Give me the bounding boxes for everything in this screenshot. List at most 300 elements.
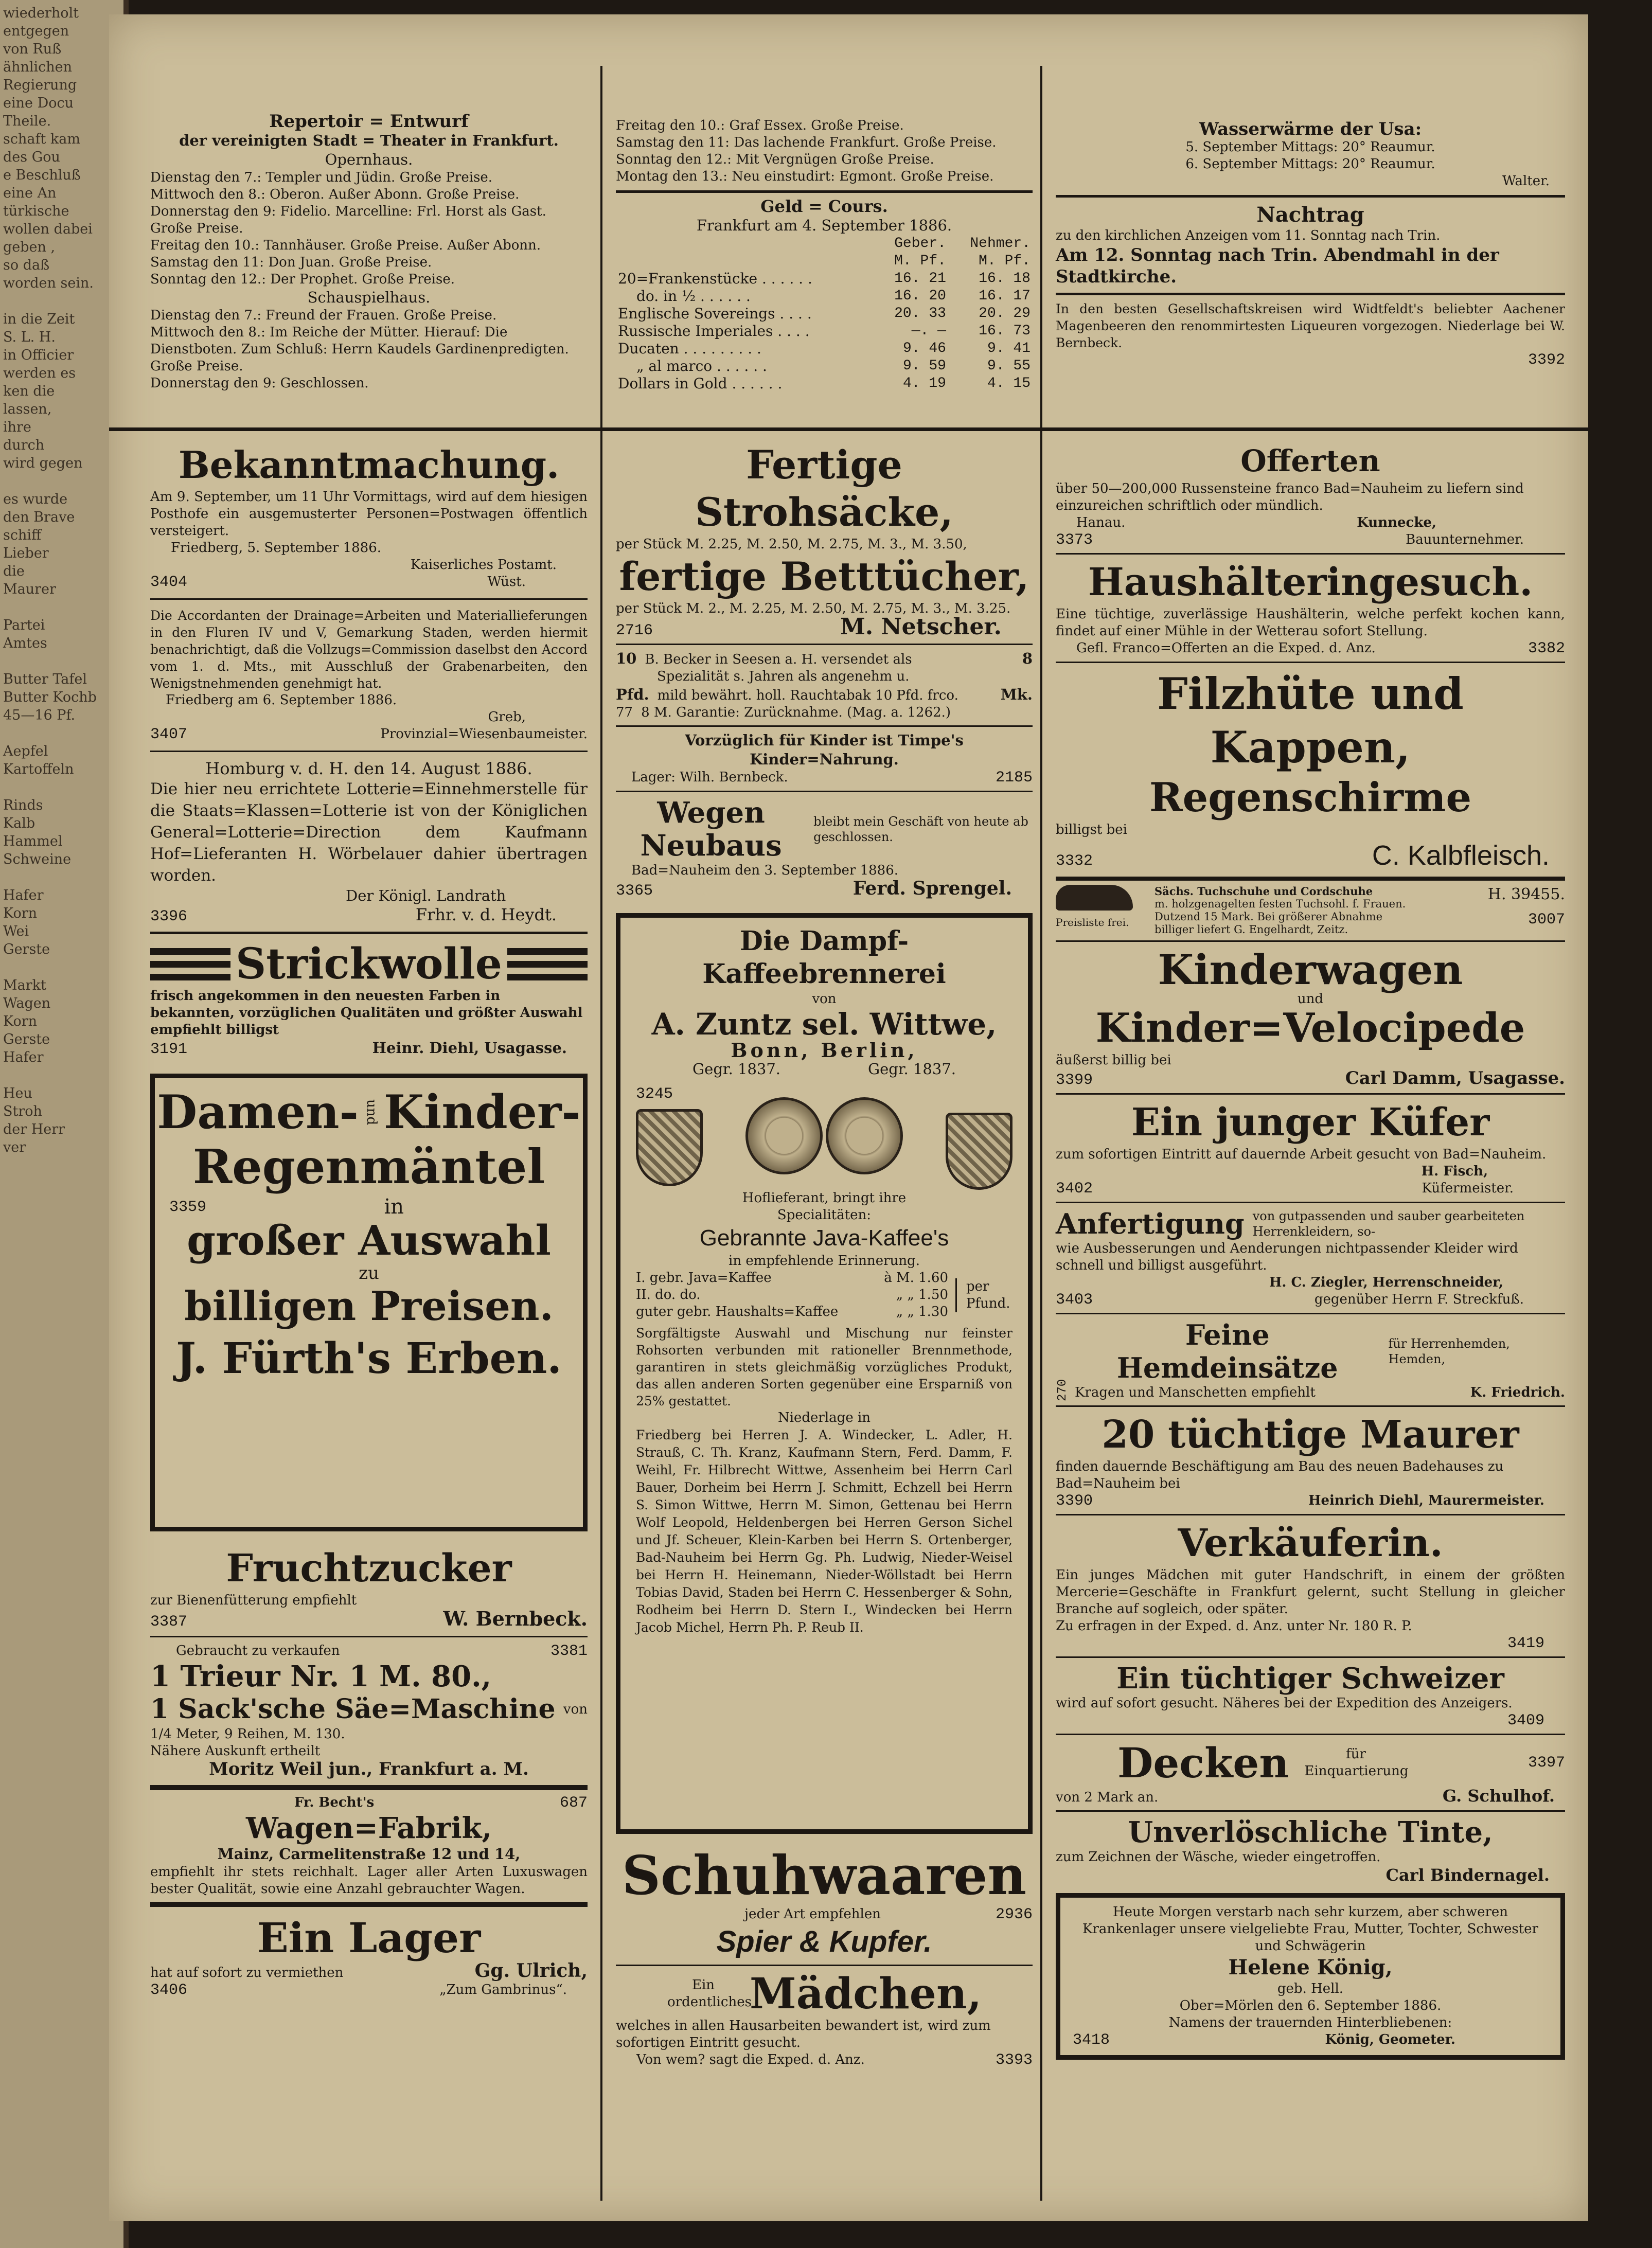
ad-reference-number: 3381: [550, 1643, 588, 1660]
maedchen-query: Von wem? sagt die Exped. d. Anz.: [636, 2052, 865, 2067]
bekanntmachung-ad: [150, 441, 588, 591]
bekanntmachung-place: Friedberg, 5. September 1886.: [171, 540, 382, 556]
kaffee-item-name: I. gebr. Java=Kaffee: [636, 1270, 772, 1286]
ad-reference-number: 3387: [150, 1613, 188, 1631]
decken-title: Decken: [1117, 1739, 1289, 1787]
neubau-side: bleibt mein Geschäft von heute ab geschlossen.: [813, 814, 1028, 844]
tuchschuhe-ad: [1056, 885, 1565, 936]
kuefer-ad: [1056, 1099, 1565, 1198]
kaffee-founded: Gegr. 1837.: [867, 1060, 956, 1078]
ad-reference-number: 3397: [1527, 1754, 1565, 1772]
tuchschuhe-line: m. holzgenagelten festen Tuchsohl. f. Frauen.: [1154, 898, 1406, 910]
column-2: [616, 441, 1033, 2069]
rate-buy: 9. 59: [902, 358, 946, 374]
tabak-num: 77: [616, 705, 633, 720]
strickwolle-signature: Heinr. Diehl, Usagasse.: [372, 1039, 567, 1057]
verkaeuferin-text: Ein junges Mädchen mit guter Handschrift, in einem der größten Mercerie=Geschäfte in Frankfurt gelernt, sucht Stellung in gleicher Branche auf sogleich, oder später.: [1056, 1567, 1565, 1617]
regenmaentel-damen: Damen-: [157, 1085, 359, 1139]
betttuecher-title: fertige Betttücher,: [619, 554, 1029, 599]
geldcours-header: Nehmer.: [970, 236, 1031, 252]
rate-buy: 4. 19: [902, 376, 946, 391]
regenmaentel-zu: zu: [359, 1263, 379, 1283]
lotterie-signature-name: Frhr. v. d. Heydt.: [415, 905, 557, 924]
lotterie-ad: [150, 759, 588, 925]
table-row: [616, 270, 1033, 288]
medal-icon: [826, 1097, 903, 1174]
bekanntmachung-signature: Kaiserliches Postamt.: [410, 557, 557, 573]
todesanzeige-mourners: Namens der trauernden Hinterbliebenen:: [1168, 2015, 1452, 2030]
medal-icon: [745, 1097, 823, 1174]
kaffee-hoflieferant: Hoflieferant, bringt ihre Specialitäten:: [742, 1190, 907, 1223]
offerten-place: Hanau.: [1076, 515, 1126, 530]
anfertigung-ad: [1056, 1207, 1565, 1309]
ad-reference-number: 3406: [150, 1982, 188, 1999]
ad-reference-number: 270: [1056, 1379, 1070, 1401]
tabak-line: 8 M. Garantie: Zurücknahme. (Mag. a. 1262.): [641, 705, 951, 720]
haushaelterin-text: Eine tüchtige, zuverlässige Haushälterin, welche perfekt kochen kann, findet auf einer Mühle in der Wetterau sofort Stellung.: [1056, 606, 1565, 639]
todesanzeige-place: Ober=Mörlen den 6. September 1886.: [1179, 1998, 1442, 2013]
verkaeuferin-query: Zu erfragen in der Exped. d. Anz. unter Nr. 180 R. P.: [1056, 1618, 1412, 1634]
repertoir-cont-line: Montag den 13.: Neu einstudirt: Egmont. Große Preise.: [616, 169, 994, 184]
lager-signature: Gg. Ulrich,: [474, 1960, 588, 1982]
ad-divider: [150, 751, 588, 752]
maurer-signature: Heinrich Diehl, Maurermeister.: [1308, 1493, 1544, 1508]
ad-reference-number: 3365: [616, 882, 653, 900]
ad-divider: [150, 932, 588, 934]
decorative-bars: [507, 948, 588, 980]
currency-name: do. in ½ . . . . . .: [636, 288, 751, 305]
verkaeuferin-title: Verkäuferin.: [1178, 1521, 1443, 1565]
neubau-signature: Ferd. Sprengel.: [852, 878, 1012, 899]
repertoir-line: Sonntag den 12.: Der Prophet. Große Preise.: [150, 272, 455, 287]
ad-divider: [1056, 553, 1565, 555]
hemdeinsaetze-ad: [1056, 1318, 1565, 1401]
kaffee-von: von: [812, 991, 837, 1007]
widenfeld-text: In den besten Gesellschaftskreisen wird Widtfeldt's beliebter Aachener Magenbeeren den renommirtesten Liqueuren vorgezogen. Niederlage bei W. Bernbeck.: [1056, 301, 1565, 350]
strickwolle-ad: [150, 940, 588, 1058]
repertoir-cont-line: Samstag den 11: Das lachende Frankfurt. Große Preise.: [616, 135, 997, 150]
drainage-place: Friedberg am 6. September 1886.: [166, 692, 397, 708]
kuefer-signature-title: Küfermeister.: [1422, 1181, 1514, 1196]
kaffee-cities: Bonn, Berlin,: [731, 1039, 918, 1062]
lager-text: hat auf sofort zu vermiethen: [150, 1965, 344, 1981]
strickwolle-text: frisch angekommen in den neuesten Farben in bekannten, vorzüglichen Qualitäten und größter Auswahl empfiehlt billigst: [150, 988, 583, 1038]
repertoir-cont-line: Sonntag den 12.: Mit Vergnügen Große Preise.: [616, 152, 934, 167]
ad-reference-number: 3245: [636, 1085, 673, 1103]
kaffee-text: Sorgfältigste Auswahl und Mischung nur feinster Rohsorten verbunden mit rationeller Brennmethode, garantiren in stets gleichmäßig vorzügliches Produkt, das allen anderen Sorten gegenüber eine Ersparniß von 25% gestattet.: [636, 1326, 1012, 1408]
kaffee-empf: in empfehlende Erinnerung.: [729, 1253, 920, 1269]
ad-divider: [1056, 1093, 1565, 1095]
rate-sell: 16. 17: [979, 288, 1031, 304]
repertoir-ad: [150, 112, 588, 392]
regenschirme-title: Regenschirme: [1149, 774, 1472, 821]
ad-reference-number: 3359: [169, 1198, 207, 1216]
timpe-ad: [616, 731, 1033, 787]
regenmaentel-auswahl: großer Auswahl: [187, 1216, 551, 1264]
tabak-ad: [616, 649, 1033, 721]
regenmaentel-firm: J. Fürth's Erben.: [176, 1334, 562, 1383]
ad-reference-number: 3403: [1056, 1291, 1093, 1309]
geldcours-unit: M. Pf.: [979, 253, 1031, 269]
maedchen-title: Mädchen,: [750, 1969, 982, 2019]
tabak-num: 10: [616, 650, 637, 667]
tabak-num: Pfd.: [616, 686, 649, 703]
drainage-ad: [150, 607, 588, 743]
ad-divider: [1056, 1734, 1565, 1735]
strohsaecke-prices: per Stück M. 2.25, M. 2.50, M. 2.75, M. 3., M. 3.50,: [616, 537, 967, 552]
schweizer-text: wird auf sofort gesucht. Näheres bei der Expedition des Anzeigers.: [1056, 1696, 1513, 1711]
tabak-line: B. Becker in Seesen a. H. versendet als: [645, 652, 912, 667]
section-divider: [1056, 195, 1565, 198]
currency-name: 20=Frankenstücke . . . . . .: [618, 270, 812, 287]
repertoir-subtitle: der vereinigten Stadt = Theater in Frankfurt.: [179, 132, 559, 149]
kaffee-places: Friedberg bei Herren J. A. Windecker, L. Adler, H. Strauß, C. Th. Kranz, Kaufmann Stern, Ferd. Damm, F. Weihl, Fr. Hilbrecht Wittwe, Assenheim bei Herrn Carl Bauer, Dorheim bei Herrn J. Schmitt, Echzell bei Herrn S. Simon Wittwe, Herrn M. Simon, Gettenau bei Herrn Wolf Leopold, Heldenbergen bei Herren Gerson Sichel und Jf. Scheuer, Klein-Karben bei Herrn S. Ortenberger, Bad-Nauheim bei Herrn Gg. Ph. Ludwig, Nieder-Weisel bei Herrn H. Heinemann, Nieder-Wöllstadt bei Herrn Tobias David, Staden bei Herrn C. Hessenberger & Sohn, Rodheim bei Herrn D. Stern I., Windecken bei Herrn Jacob Michel, Herrn Ph. P. Reub II.: [636, 1428, 1012, 1635]
kaffee-product: Gebrannte Java-Kaffee's: [699, 1225, 949, 1251]
kuefer-text: zum sofortigen Eintritt auf dauernde Arbeit gesucht von Bad=Nauheim.: [1056, 1147, 1547, 1162]
kaffee-item-name: guter gebr. Haushalts=Kaffee: [636, 1304, 839, 1319]
tabak-line: Spezialität s. Jahren als angenehm u.: [657, 669, 910, 684]
hemdeinsaetze-signature: K. Friedrich.: [1470, 1385, 1565, 1400]
column-1: [150, 441, 588, 1999]
ad-divider: [616, 644, 1033, 645]
schuhwaaren-title: Schuhwaaren: [621, 1844, 1027, 1907]
trieur-line1: 1 Trieur Nr. 1 M. 80.,: [150, 1660, 492, 1693]
filzhuete-title: Filzhüte und Kappen,: [1157, 668, 1464, 773]
ad-divider: [1056, 1202, 1565, 1203]
drainage-signature: Greb,: [488, 709, 526, 725]
lotterie-signature: Der Königl. Landrath: [346, 887, 506, 904]
column-2-top: [616, 117, 1033, 392]
hemdeinsaetze-title: Feine Hemdeinsätze: [1116, 1318, 1338, 1384]
tuchschuhe-preisliste: Preisliste frei.: [1056, 916, 1129, 929]
decken-ad: [1056, 1739, 1565, 1806]
repertoir-line: Samstag den 11: Don Juan. Große Preise.: [150, 255, 432, 270]
kaffee-item-price: à M. 1.60: [884, 1270, 948, 1286]
ad-reference-number: 3390: [1056, 1492, 1093, 1510]
tuchschuhe-code: H. 39455.: [1487, 885, 1565, 903]
lager-signature-2: „Zum Gambrinus“.: [439, 1982, 567, 1997]
trieur-line4: Nähere Auskunft ertheilt: [150, 1743, 321, 1759]
anfertigung-title: Anfertigung: [1056, 1207, 1245, 1240]
nachtrag-line-2: Am 12. Sonntag nach Trin. Abendmahl in der Stadtkirche.: [1056, 245, 1499, 287]
strohsaecke-signature: M. Netscher.: [840, 614, 1002, 640]
haushaelterin-title: Haushälteringesuch.: [1088, 560, 1533, 604]
ad-divider: [1056, 662, 1565, 663]
wasser-title: Wasserwärme der Usa:: [1199, 119, 1422, 139]
maedchen-text: welches in allen Hausarbeiten bewandert ist, wird zum sofortigen Eintritt gesucht.: [616, 2018, 991, 2050]
todesanzeige-text: Heute Morgen verstarb nach sehr kurzem, aber schweren Krankenlager unsere vielgeliebte Frau, Mutter, Tochter, Schwester und Schwägerin: [1082, 1904, 1538, 1954]
ad-reference-number: 2716: [616, 622, 653, 639]
filzhuete-ad: [1056, 667, 1565, 872]
currency-name: Englische Sovereings . . . .: [618, 305, 812, 322]
wagenfabrik-owner: Fr. Becht's: [294, 1795, 375, 1810]
nachtrag-title: Nachtrag: [1256, 203, 1364, 227]
anfertigung-side: von gutpassenden und sauber gearbeiteten Herrenkleidern, so-: [1252, 1209, 1525, 1239]
haushaelterin-ad: [1056, 559, 1565, 657]
decken-signature: G. Schulhof.: [1442, 1786, 1555, 1806]
ad-reference-number: 3404: [150, 574, 188, 591]
wagenfabrik-place: Mainz, Carmelitenstraße 12 und 14,: [217, 1845, 521, 1863]
ad-reference-number: 3392: [1527, 351, 1565, 369]
ad-reference-number: 3409: [1507, 1712, 1544, 1729]
repertoir-line: Mittwoch den 8.: Oberon. Außer Abonn. Große Preise.: [150, 187, 520, 202]
column-rule: [600, 66, 602, 2201]
haushaelterin-query: Gefl. Franco=Offerten an die Exped. d. Anz.: [1076, 640, 1376, 656]
ad-reference-number: 3402: [1056, 1180, 1093, 1198]
tabak-num: Mk.: [1000, 686, 1033, 703]
coat-of-arms-icon: [946, 1113, 1012, 1190]
table-row: [616, 358, 1033, 375]
rate-sell: 16. 18: [979, 271, 1031, 287]
drainage-signature-title: Provinzial=Wiesenbaumeister.: [380, 726, 588, 742]
bekanntmachung-text: Am 9. September, um 11 Uhr Vormittags, wird auf dem hiesigen Posthofe ein ausgemusterter Personen=Postwagen öffentlich versteigert.: [150, 489, 588, 539]
offerten-signature-title: Bauunternehmer.: [1406, 532, 1524, 547]
repertoir-line: Freitag den 10.: Tannhäuser. Große Preise. Außer Abonn.: [150, 238, 541, 253]
ad-reference-number: 687: [559, 1794, 588, 1812]
ad-reference-number: 3382: [1527, 640, 1565, 657]
rate-buy: 9. 46: [902, 341, 946, 356]
table-row: [616, 305, 1033, 323]
neubau-place: Bad=Nauheim den 3. September 1886.: [631, 863, 898, 878]
todesanzeige-name: Helene König,: [1228, 1955, 1393, 1979]
tinte-ad: [1056, 1816, 1565, 1885]
lager-title: Ein Lager: [257, 1914, 481, 1962]
neubau-title: Wegen Neubaus: [640, 796, 782, 863]
trieur-signature: Moritz Weil jun., Frankfurt a. M.: [209, 1759, 529, 1779]
lotterie-place: Homburg v. d. H. den 14. August 1886.: [205, 759, 532, 778]
kaffee-per: per Pfund.: [955, 1278, 1012, 1312]
table-row: [616, 340, 1033, 358]
ad-divider: [150, 1636, 588, 1637]
todesanzeige-ad: [1056, 1893, 1565, 2060]
maurer-ad: [1056, 1411, 1565, 1510]
kuefer-signature: H. Fisch,: [1421, 1164, 1488, 1179]
wagenfabrik-title: Wagen=Fabrik,: [246, 1811, 492, 1845]
rate-buy: 16. 20: [894, 288, 946, 304]
ad-reference-number: 3332: [1056, 852, 1093, 870]
ad-reference-number: 3419: [1507, 1635, 1544, 1652]
trieur-von: von: [563, 1701, 588, 1717]
regenmaentel-title: Regenmäntel: [192, 1139, 545, 1194]
ad-divider: [1056, 877, 1565, 881]
anfertigung-signature: H. C. Ziegler, Herrenschneider,: [1269, 1275, 1503, 1290]
ad-divider: [616, 1965, 1033, 1966]
fruchtzucker-text: zur Bienenfütterung empfiehlt: [150, 1593, 357, 1608]
regenmaentel-in: in: [384, 1195, 404, 1219]
schuhwaaren-ad: [616, 1845, 1033, 1960]
filzhuete-signature: C. Kalbfleisch.: [1372, 840, 1550, 871]
tinte-title: Unverlöschliche Tinte,: [1128, 1815, 1493, 1849]
drainage-text: Die Accordanten der Drainage=Arbeiten und Materiallieferungen in den Fluren IV und V, Gemarkung Staden, werden hiermit benachrichtigt, daß die Vollzugs=Commission daselbst den Accord vom 1. d. Mts., mit Ausschluß der Grabenarbeiten, den Wenigstnehmenden genehmigt hat.: [150, 608, 588, 691]
hemdeinsaetze-side: für Herrenhemden, Hemden,: [1388, 1336, 1510, 1366]
regenmaentel-kinder: Kinder-: [383, 1085, 581, 1139]
rate-buy: 20. 33: [894, 306, 946, 322]
ad-divider: [1056, 1656, 1565, 1658]
betttuecher-prices: per Stück M. 2., M. 2.25, M. 2.50, M. 2.75, M. 3., M. 3.25.: [616, 601, 1011, 616]
schweizer-ad: [1056, 1662, 1565, 1729]
repertoir-line: Mittwoch den 8.: Im Reiche der Mütter. Hierauf: Die Dienstboten. Zum Schluß: Herrn Kaudels Gardinenpredigten. Große Preise.: [150, 325, 569, 374]
ad-reference-number: 3373: [1056, 531, 1093, 549]
repertoir-line: Donnerstag den 9: Fidelio. Marcelline: Frl. Horst als Gast. Große Preise.: [150, 204, 546, 236]
ad-reference-number: 3191: [150, 1041, 188, 1058]
kinderwagen-text: äußerst billig bei: [1056, 1052, 1171, 1068]
strickwolle-title: Strickwolle: [236, 939, 502, 989]
geldcours-title: Geld = Cours.: [760, 197, 888, 216]
tinte-signature: Carl Bindernagel.: [1385, 1865, 1550, 1885]
currency-name: Russische Imperiales . . . .: [618, 323, 810, 340]
ad-divider: [616, 791, 1033, 792]
kaffee-item-name: II. do. do.: [636, 1287, 701, 1303]
strohsaecke-title: Fertige Strohsäcke,: [695, 442, 953, 535]
kinderwagen-und: und: [1297, 991, 1324, 1007]
tabak-num: 8: [1022, 650, 1033, 667]
bekanntmachung-signature-name: Wüst.: [487, 574, 526, 590]
ad-reference-number: 2936: [995, 1906, 1033, 1923]
currency-name: Ducaten . . . . . . . . .: [618, 340, 761, 357]
previous-page-text: wiederholt entgegen von Ruß ähnlichen Regierung eine Docu Theile. schaft kam des Gou e Beschluß eine An türkische wollen dabei geben , so daß worden sein. in die Zeit S. L. H. in Officier werden es ken die lassen, ihre durch wird gegen es wurde den Brave schiff Lieber die Maurer Partei Amtes Butter Tafel Butter Kochb 45—16 Pf. Aepfel Kartoffeln Rinds Kalb Hammel Schweine Hafer Korn Wei Gerste Markt Wagen Korn Gerste Hafer Heu Stroh der Herr ver: [3, 5, 97, 1155]
kaffee-title: Die Dampf-Kaffeebrennerei: [702, 925, 946, 990]
horizontal-rule: [109, 427, 1588, 431]
ad-reference-number: 3007: [1527, 911, 1565, 929]
medals: [745, 1097, 903, 1174]
neubau-ad: [616, 796, 1033, 900]
geldcours-header: Geber.: [894, 236, 946, 252]
table-row: [616, 375, 1033, 392]
regenmaentel-preisen: billigen Preisen.: [184, 1283, 554, 1330]
ad-divider: [1056, 1514, 1565, 1515]
table-row: [616, 323, 1033, 340]
kaffee-founded: Gegr. 1837.: [692, 1060, 781, 1078]
kinderwagen-title: Kinderwagen: [1158, 945, 1463, 994]
ad-divider: [1056, 1405, 1565, 1407]
kaffee-item-price: „ „ 1.50: [896, 1287, 948, 1303]
schuhwaaren-sub: jeder Art empfehlen: [744, 1906, 881, 1922]
wagenfabrik-ad: [150, 1785, 588, 1907]
section-divider: [1056, 293, 1565, 295]
kinderwagen-signature: Carl Damm, Usagasse.: [1345, 1068, 1565, 1089]
rate-sell: 20. 29: [979, 306, 1031, 322]
kinderwagen-ad: [1056, 946, 1565, 1089]
ad-reference-number: 3418: [1073, 2031, 1110, 2049]
tuchschuhe-line: Sächs. Tuchschuhe und Cordschuhe: [1154, 885, 1373, 898]
offerten-text: über 50—200,000 Russensteine franco Bad=Nauheim zu liefern sind einzureichen schriftlich oder mündlich.: [1056, 481, 1524, 513]
maedchen-ad: [616, 1970, 1033, 2069]
decken-side: für Einquartierung: [1304, 1746, 1409, 1779]
kaffee-niederlage: Niederlage in: [777, 1410, 871, 1425]
currency-name: „ al marco . . . . . .: [636, 358, 767, 374]
offerten-signature: Kunnecke,: [1357, 515, 1436, 530]
verkaeuferin-ad: [1056, 1520, 1565, 1652]
decorative-bars: [150, 948, 230, 980]
trieur-ad: [150, 1643, 588, 1779]
section-divider: [616, 190, 1033, 193]
ad-divider: [150, 598, 588, 600]
fruchtzucker-title: Fruchtzucker: [226, 1546, 512, 1591]
geldcours-subtitle: Frankfurt am 4. September 1886.: [696, 217, 952, 234]
timpe-lager: Lager: Wilh. Bernbeck.: [631, 770, 788, 785]
rate-sell: 9. 55: [987, 358, 1031, 374]
geldcours-table: [616, 235, 1033, 392]
lotterie-text: Die hier neu errichtete Lotterie=Einnehmerstelle für die Staats=Klassen=Lotterie ist von der Königlichen General=Lotterie=Direction dem Kaufmann Hof=Lieferanten H. Wörbelauer dahier übertragen worden.: [150, 780, 588, 885]
todesanzeige-geb: geb. Hell.: [1277, 1981, 1344, 1996]
ad-divider: [1056, 1313, 1565, 1314]
maedchen-pre: Ein ordentliches: [667, 1977, 752, 2010]
kaffee-ad: [616, 913, 1033, 1834]
wasser-signature: Walter.: [1502, 173, 1550, 189]
table-row: [616, 288, 1033, 305]
column-3-top: [1056, 120, 1565, 369]
strohsaecke-ad: [616, 441, 1033, 639]
kaffee-firm: A. Zuntz sel. Wittwe,: [651, 1007, 997, 1042]
ad-divider: [616, 725, 1033, 727]
repertoir-section: Opernhaus.: [325, 151, 413, 168]
wasser-line: 5. September Mittags: 20° Reaumur.: [1185, 139, 1435, 155]
shoe-icon: [1056, 885, 1133, 911]
regenmaentel-ad: [150, 1074, 588, 1531]
decken-price: von 2 Mark an.: [1056, 1790, 1159, 1805]
repertoir-line: Donnerstag den 9: Geschlossen.: [150, 376, 369, 391]
rate-buy: 16. 21: [894, 271, 946, 287]
hemdeinsaetze-text: Kragen und Manschetten empfiehlt: [1075, 1385, 1316, 1400]
lager-ad: [150, 1914, 588, 1999]
regenmaentel-und: und: [363, 1099, 379, 1126]
tuchschuhe-line: billiger liefert G. Engelhardt, Zeitz.: [1154, 923, 1348, 936]
schweizer-title: Ein tüchtiger Schweizer: [1116, 1662, 1504, 1696]
newspaper-page: [109, 14, 1588, 2221]
ad-reference-number: 3393: [995, 2051, 1033, 2069]
trieur-line2: 1 Sack'sche Säe=Maschine: [150, 1693, 556, 1725]
todesanzeige-signature: König, Geometer.: [1325, 2032, 1455, 2047]
velocipede-title: Kinder=Velocipede: [1095, 1005, 1525, 1051]
fruchtzucker-signature: W. Bernbeck.: [443, 1607, 588, 1630]
kaffee-item-price: „ „ 1.30: [896, 1304, 948, 1319]
offerten-ad: [1056, 441, 1565, 549]
filzhuete-text: billigst bei: [1056, 822, 1127, 837]
ad-divider: [1056, 940, 1565, 942]
trieur-head: Gebraucht zu verkaufen: [176, 1643, 340, 1658]
rate-sell: 9. 41: [987, 341, 1031, 356]
trieur-line3: 1/4 Meter, 9 Reihen, M. 130.: [150, 1726, 345, 1742]
kuefer-title: Ein junger Küfer: [1131, 1100, 1490, 1145]
tabak-line: mild bewährt. holl. Rauchtabak 10 Pfd. frco.: [657, 688, 958, 703]
ad-divider: [1056, 1810, 1565, 1812]
tuchschuhe-line: Dutzend 15 Mark. Bei größerer Abnahme: [1154, 911, 1382, 923]
ad-reference-number: 3396: [150, 908, 188, 925]
offerten-title: Offerten: [1240, 443, 1380, 478]
repertoir-title: Repertoir = Entwurf: [269, 111, 469, 132]
fruchtzucker-ad: [150, 1545, 588, 1631]
repertoir-line: Dienstag den 7.: Freund der Frauen. Große Preise.: [150, 308, 497, 323]
maurer-title: 20 tüchtige Maurer: [1102, 1413, 1519, 1457]
maurer-text: finden dauernde Beschäftigung am Bau des neuen Badehauses zu Bad=Nauheim bei: [1056, 1459, 1504, 1491]
nachtrag-line: zu den kirchlichen Anzeigen vom 11. Sonntag nach Trin.: [1056, 228, 1441, 243]
repertoir-line: Dienstag den 7.: Templer und Jüdin. Große Preise.: [150, 170, 493, 185]
wagenfabrik-text: empfiehlt ihr stets reichhalt. Lager aller Arten Luxuswagen bester Qualität, sowie eine Anzahl gebrauchter Wagen.: [150, 1864, 588, 1897]
ad-reference-number: 3399: [1056, 1072, 1093, 1089]
timpe-text: Vorzüglich für Kinder ist Timpe's Kinder=Nahrung.: [685, 732, 964, 768]
rate-buy: —. —: [911, 323, 946, 339]
repertoir-section: Schauspielhaus.: [307, 289, 431, 306]
schuhwaaren-signature: Spier & Kupfer.: [716, 1925, 932, 1958]
rate-sell: 16. 73: [979, 323, 1031, 339]
rate-sell: 4. 15: [987, 376, 1031, 391]
bekanntmachung-title: Bekanntmachung.: [178, 443, 560, 487]
repertoir-cont-line: Freitag den 10.: Graf Essex. Große Preise.: [616, 118, 904, 133]
anfertigung-text: wie Ausbesserungen und Aenderungen nichtpassender Kleider wird schnell und billigst ausgeführt.: [1056, 1241, 1518, 1273]
currency-name: Dollars in Gold . . . . . .: [618, 375, 783, 392]
ad-reference-number: 3407: [150, 726, 188, 743]
wasser-line: 6. September Mittags: 20° Reaumur.: [1185, 156, 1435, 172]
